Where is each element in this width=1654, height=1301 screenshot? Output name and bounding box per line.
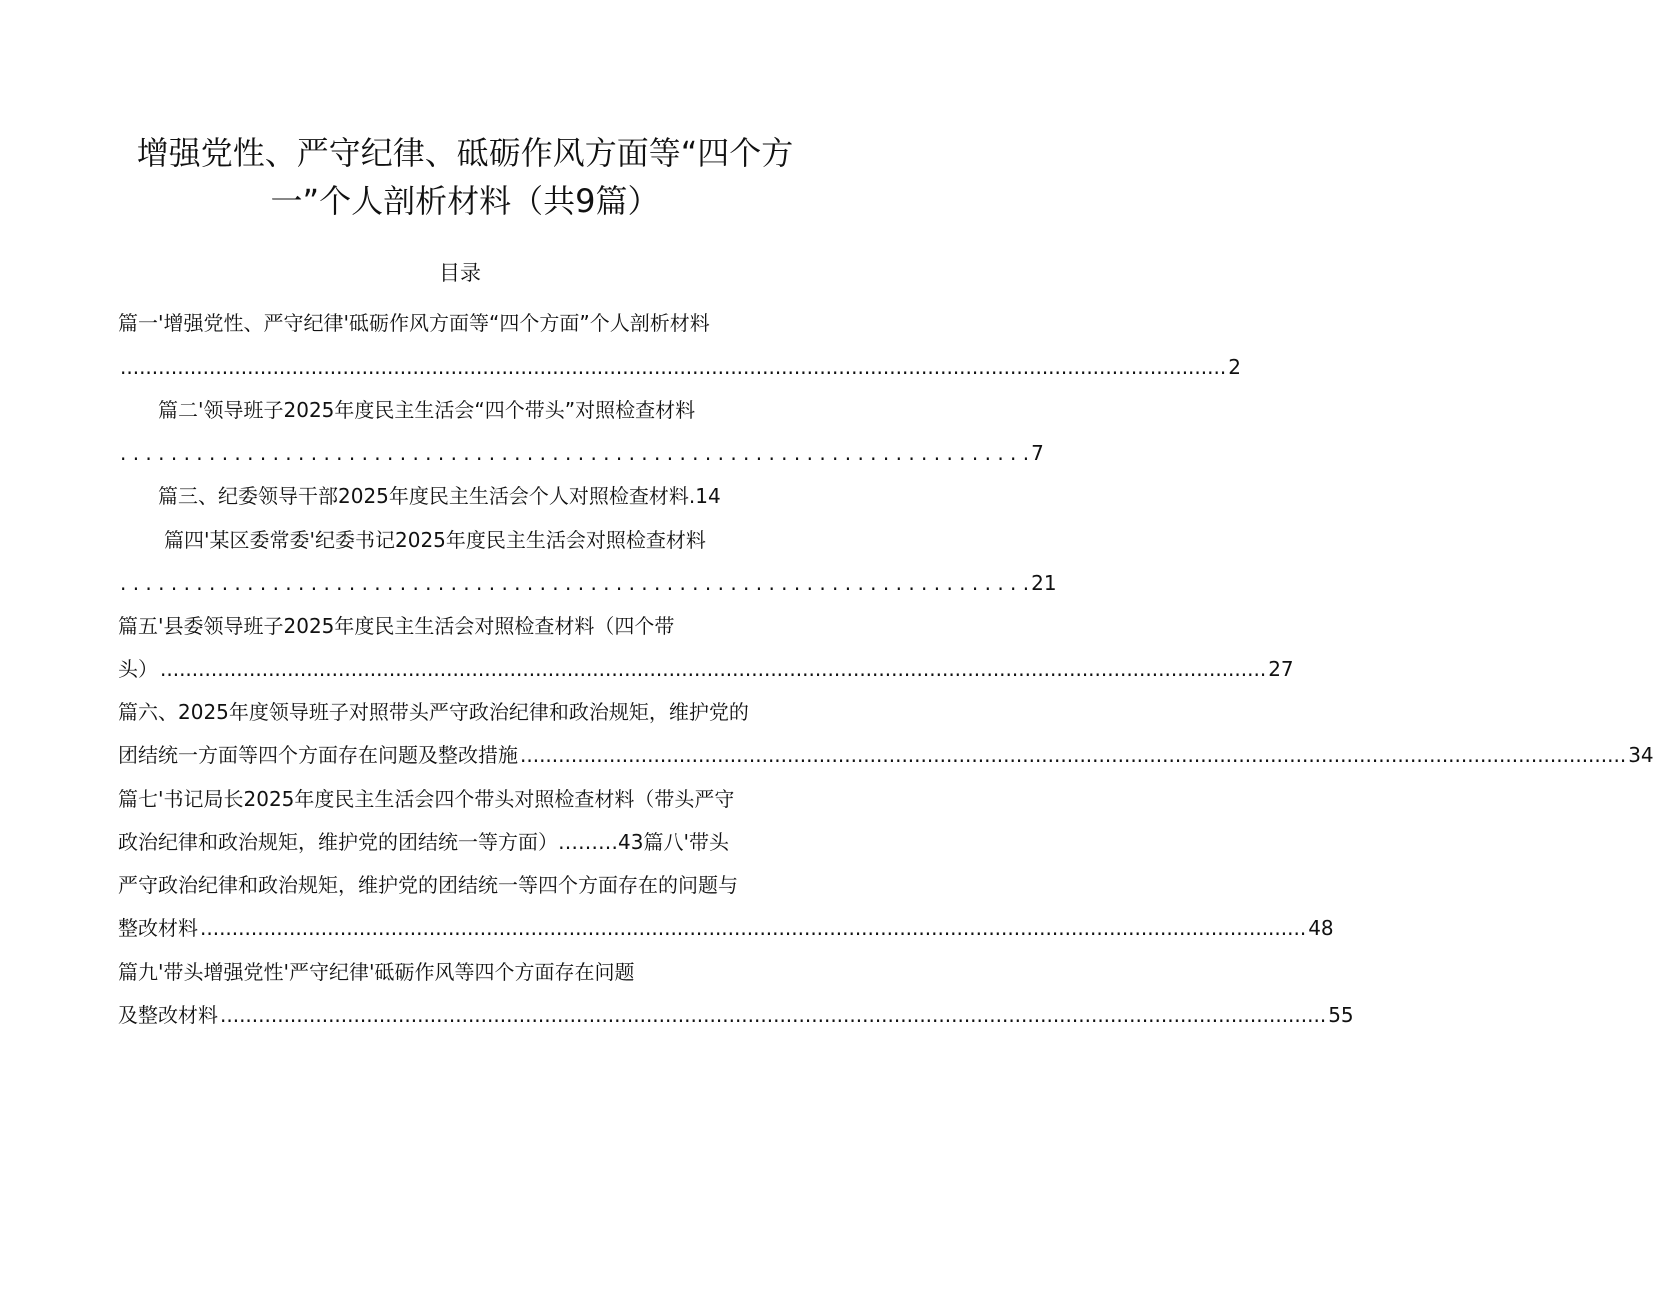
toc-entry-3-title: 篇三、纪委领导干部2025年度民主生活会个人对照检查材料.14 (158, 484, 721, 508)
toc-entry-9-page: 55 (1328, 1003, 1354, 1027)
toc-entry-1-leader (118, 352, 1241, 382)
dot-leader: .............................................................................................................................................................................. (120, 355, 1227, 379)
toc-entry-6-page: 34 (1628, 743, 1654, 767)
toc-entry-8-line-3: 严守政治纪律和政治规矩，维护党的团结统一等四个方面存在的问题与 (118, 873, 738, 897)
toc-entry-4-title: 篇四'某区委常委'纪委书记2025年度民主生活会对照检查材料 (164, 528, 706, 552)
dot-leader: . . . . . . . . . . . . . . . . . . . . . . . . . . . . . . . . . . . . . . . . . . . . . . . . . . . . . . . . . . . . . . . . . . . . . . . . (120, 441, 1030, 465)
toc-entry-1-page: 2 (1228, 355, 1241, 379)
toc-entry-9-leader: 及整改材料 .............................................................................................................................................................................. 55 (118, 1000, 812, 1030)
toc-entry-5-page: 27 (1268, 657, 1294, 681)
dot-leader: . . . . . . . . . . . . . . . . . . . . . . . . . . . . . . . . . . . . . . . . . . . . . . . . . . . . . . . . . . . . . . . . . . . . . . . . (120, 571, 1030, 595)
toc-entry-6-leader: 团结统一方面等四个方面存在问题及整改措施 .............................................................................................................................................................................. 34 (118, 740, 822, 770)
dot-leader: .............................................................................................................................................................................. (520, 743, 1627, 767)
toc-entry-9-title: 篇九'带头增强党性'严守纪律'砥砺作风等四个方面存在问题 (118, 960, 635, 984)
toc-entry-8-leader: 整改材料 .............................................................................................................................................................................. 48 (118, 913, 812, 943)
dot-leader: .............................................................................................................................................................................. (160, 657, 1267, 681)
toc-entry-4-page: 21 (1031, 571, 1057, 595)
toc-entry-7-line-2: 政治纪律和政治规矩，维护党的团结统一等方面）………43篇八'带头 (118, 830, 729, 854)
toc-entry-7-title: 篇七'书记局长2025年度民主生活会四个带头对照检查材料（带头严守 (118, 787, 735, 811)
toc-entry-4-leader (118, 568, 1057, 598)
toc-heading: 目录 (439, 261, 481, 285)
toc-entry-2-title: 篇二'领导班子2025年度民主生活会“四个带头”对照检查材料 (158, 398, 696, 422)
toc-entry-2-leader (118, 438, 1044, 468)
document-title-line-2: 一”个人剖析材料（共9篇） (270, 182, 660, 220)
toc-entry-2-page: 7 (1031, 441, 1044, 465)
toc-entry-8-page: 48 (1308, 916, 1334, 940)
document-title-line-1: 增强党性、严守纪律、砥砺作风方面等“四个方 (136, 134, 794, 172)
toc-entry-6-title: 篇六、2025年度领导班子对照带头严守政治纪律和政治规矩，维护党的 (118, 700, 749, 724)
toc-entry-5-title: 篇五'县委领导班子2025年度民主生活会对照检查材料（四个带 (118, 614, 675, 638)
dot-leader: .............................................................................................................................................................................. (220, 1003, 1327, 1027)
toc-entry-5-leader: 头） .............................................................................................................................................................................. 27 (118, 654, 822, 684)
dot-leader: .............................................................................................................................................................................. (200, 916, 1307, 940)
toc-entry-1-title: 篇一'增强党性、严守纪律'砥砺作风方面等“四个方面”个人剖析材料 (118, 311, 710, 335)
